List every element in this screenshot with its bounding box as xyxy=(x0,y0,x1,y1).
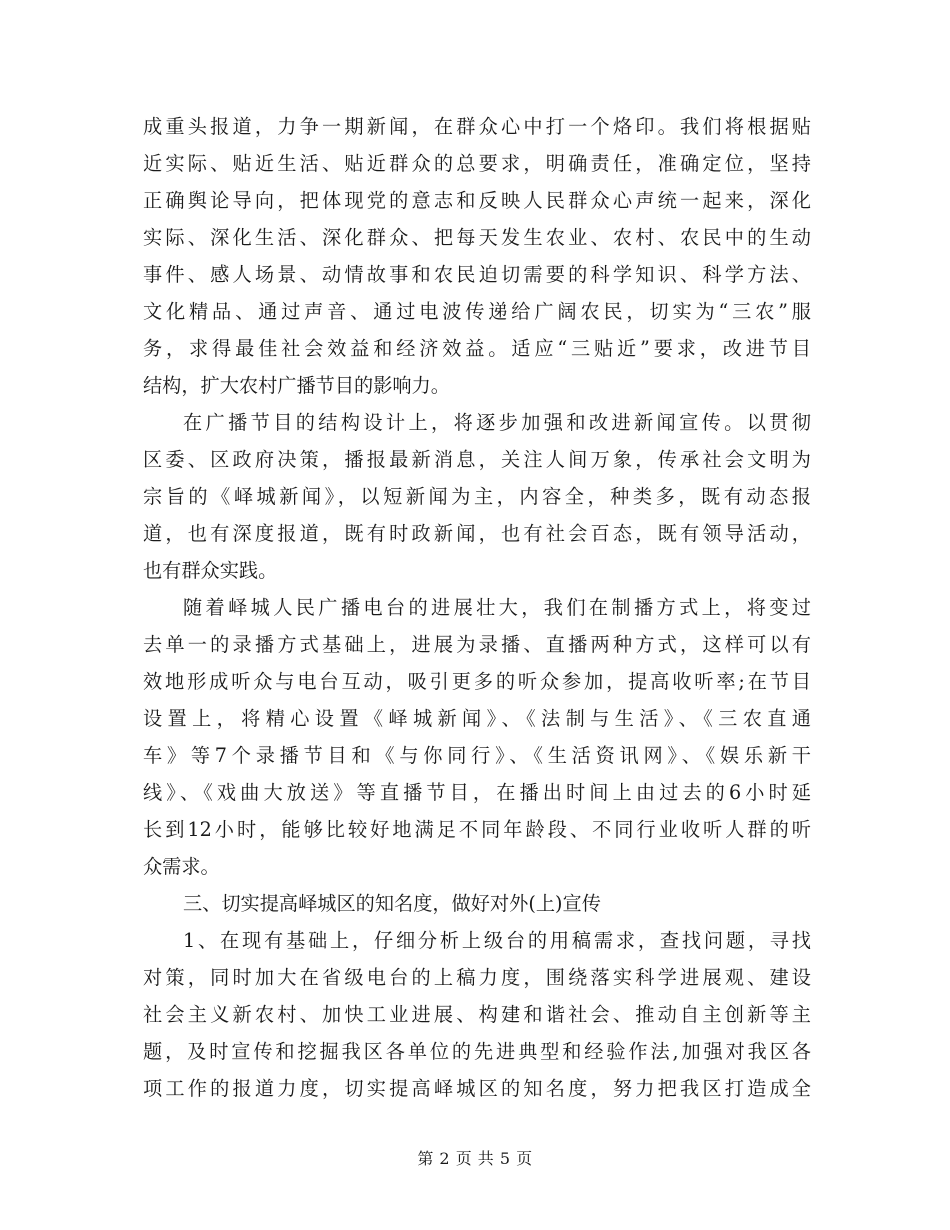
text-line: 长到12小时，能够比较好地满足不同年龄段、不同行业收听人群的听 xyxy=(143,818,811,841)
text-line: 结构，扩大农村广播节目的影响力。 xyxy=(143,374,450,397)
text-line: 线》、《戏曲大放送》等直播节目，在播出时间上由过去的6小时延 xyxy=(143,781,811,804)
text-line: 随着峄城人民广播电台的进展壮大，我们在制播方式上，将变过 xyxy=(183,596,811,619)
text-line: 车》等7个录播节目和《与你同行》、《生活资讯网》、《娱乐新干 xyxy=(143,744,811,767)
document-body xyxy=(143,108,811,1107)
text-line: 道，也有深度报道，既有时政新闻，也有社会百态，既有领导活动， xyxy=(143,522,811,545)
page-number-footer: 第 2 页 共 5 页 xyxy=(417,1149,533,1168)
text-line: 事件、感人场景、动情故事和农民迫切需要的科学知识、科学方法、 xyxy=(143,263,811,286)
text-line: 区委、区政府决策，播报最新消息，关注人间万象，传承社会文明为 xyxy=(143,448,811,471)
text-line: 社会主义新农村、加快工业进展、构建和谐社会、推动自主创新等主 xyxy=(143,1003,811,1026)
text-line: 设置上，将精心设置《峄城新闻》、《法制与生活》、《三农直通 xyxy=(143,707,811,730)
text-line: 务，求得最佳社会效益和经济效益。适应“三贴近”要求，改进节目 xyxy=(143,337,811,360)
text-line: 1、在现有基础上，仔细分析上级台的用稿需求，查找问题，寻找 xyxy=(183,929,811,952)
text-line: 去单一的录播方式基础上，进展为录播、直播两种方式，这样可以有 xyxy=(143,633,811,656)
text-line: 成重头报道，力争一期新闻，在群众心中打一个烙印。我们将根据贴 xyxy=(143,115,811,138)
text-line: 实际、深化生活、深化群众、把每天发生农业、农村、农民中的生动 xyxy=(143,226,811,249)
text-line: 众需求。 xyxy=(143,855,220,878)
text-line: 正确舆论导向，把体现党的意志和反映人民群众心声统一起来，深化 xyxy=(143,189,811,212)
text-line: 项工作的报道力度，切实提高峄城区的知名度，努力把我区打造成全 xyxy=(143,1077,811,1100)
text-line: 文化精品、通过声音、通过电波传递给广阔农民，切实为“三农”服 xyxy=(143,300,811,323)
text-line: 效地形成听众与电台互动，吸引更多的听众参加，提高收听率;在节目 xyxy=(143,670,811,693)
text-line: 在广播节目的结构设计上，将逐步加强和改进新闻宣传。以贯彻 xyxy=(183,411,811,434)
text-line: 三、切实提高峄城区的知名度，做好对外(上)宣传 xyxy=(183,892,601,915)
text-line: 对策，同时加大在省级电台的上稿力度，围绕落实科学进展观、建设 xyxy=(143,966,811,989)
text-line: 近实际、贴近生活、贴近群众的总要求，明确责任，准确定位，坚持 xyxy=(143,152,811,175)
text-line: 也有群众实践。 xyxy=(143,559,278,582)
text-line: 题，及时宣传和挖掘我区各单位的先进典型和经验作法,加强对我区各 xyxy=(143,1040,811,1063)
text-line: 宗旨的《峄城新闻》，以短新闻为主，内容全，种类多，既有动态报 xyxy=(143,485,811,508)
